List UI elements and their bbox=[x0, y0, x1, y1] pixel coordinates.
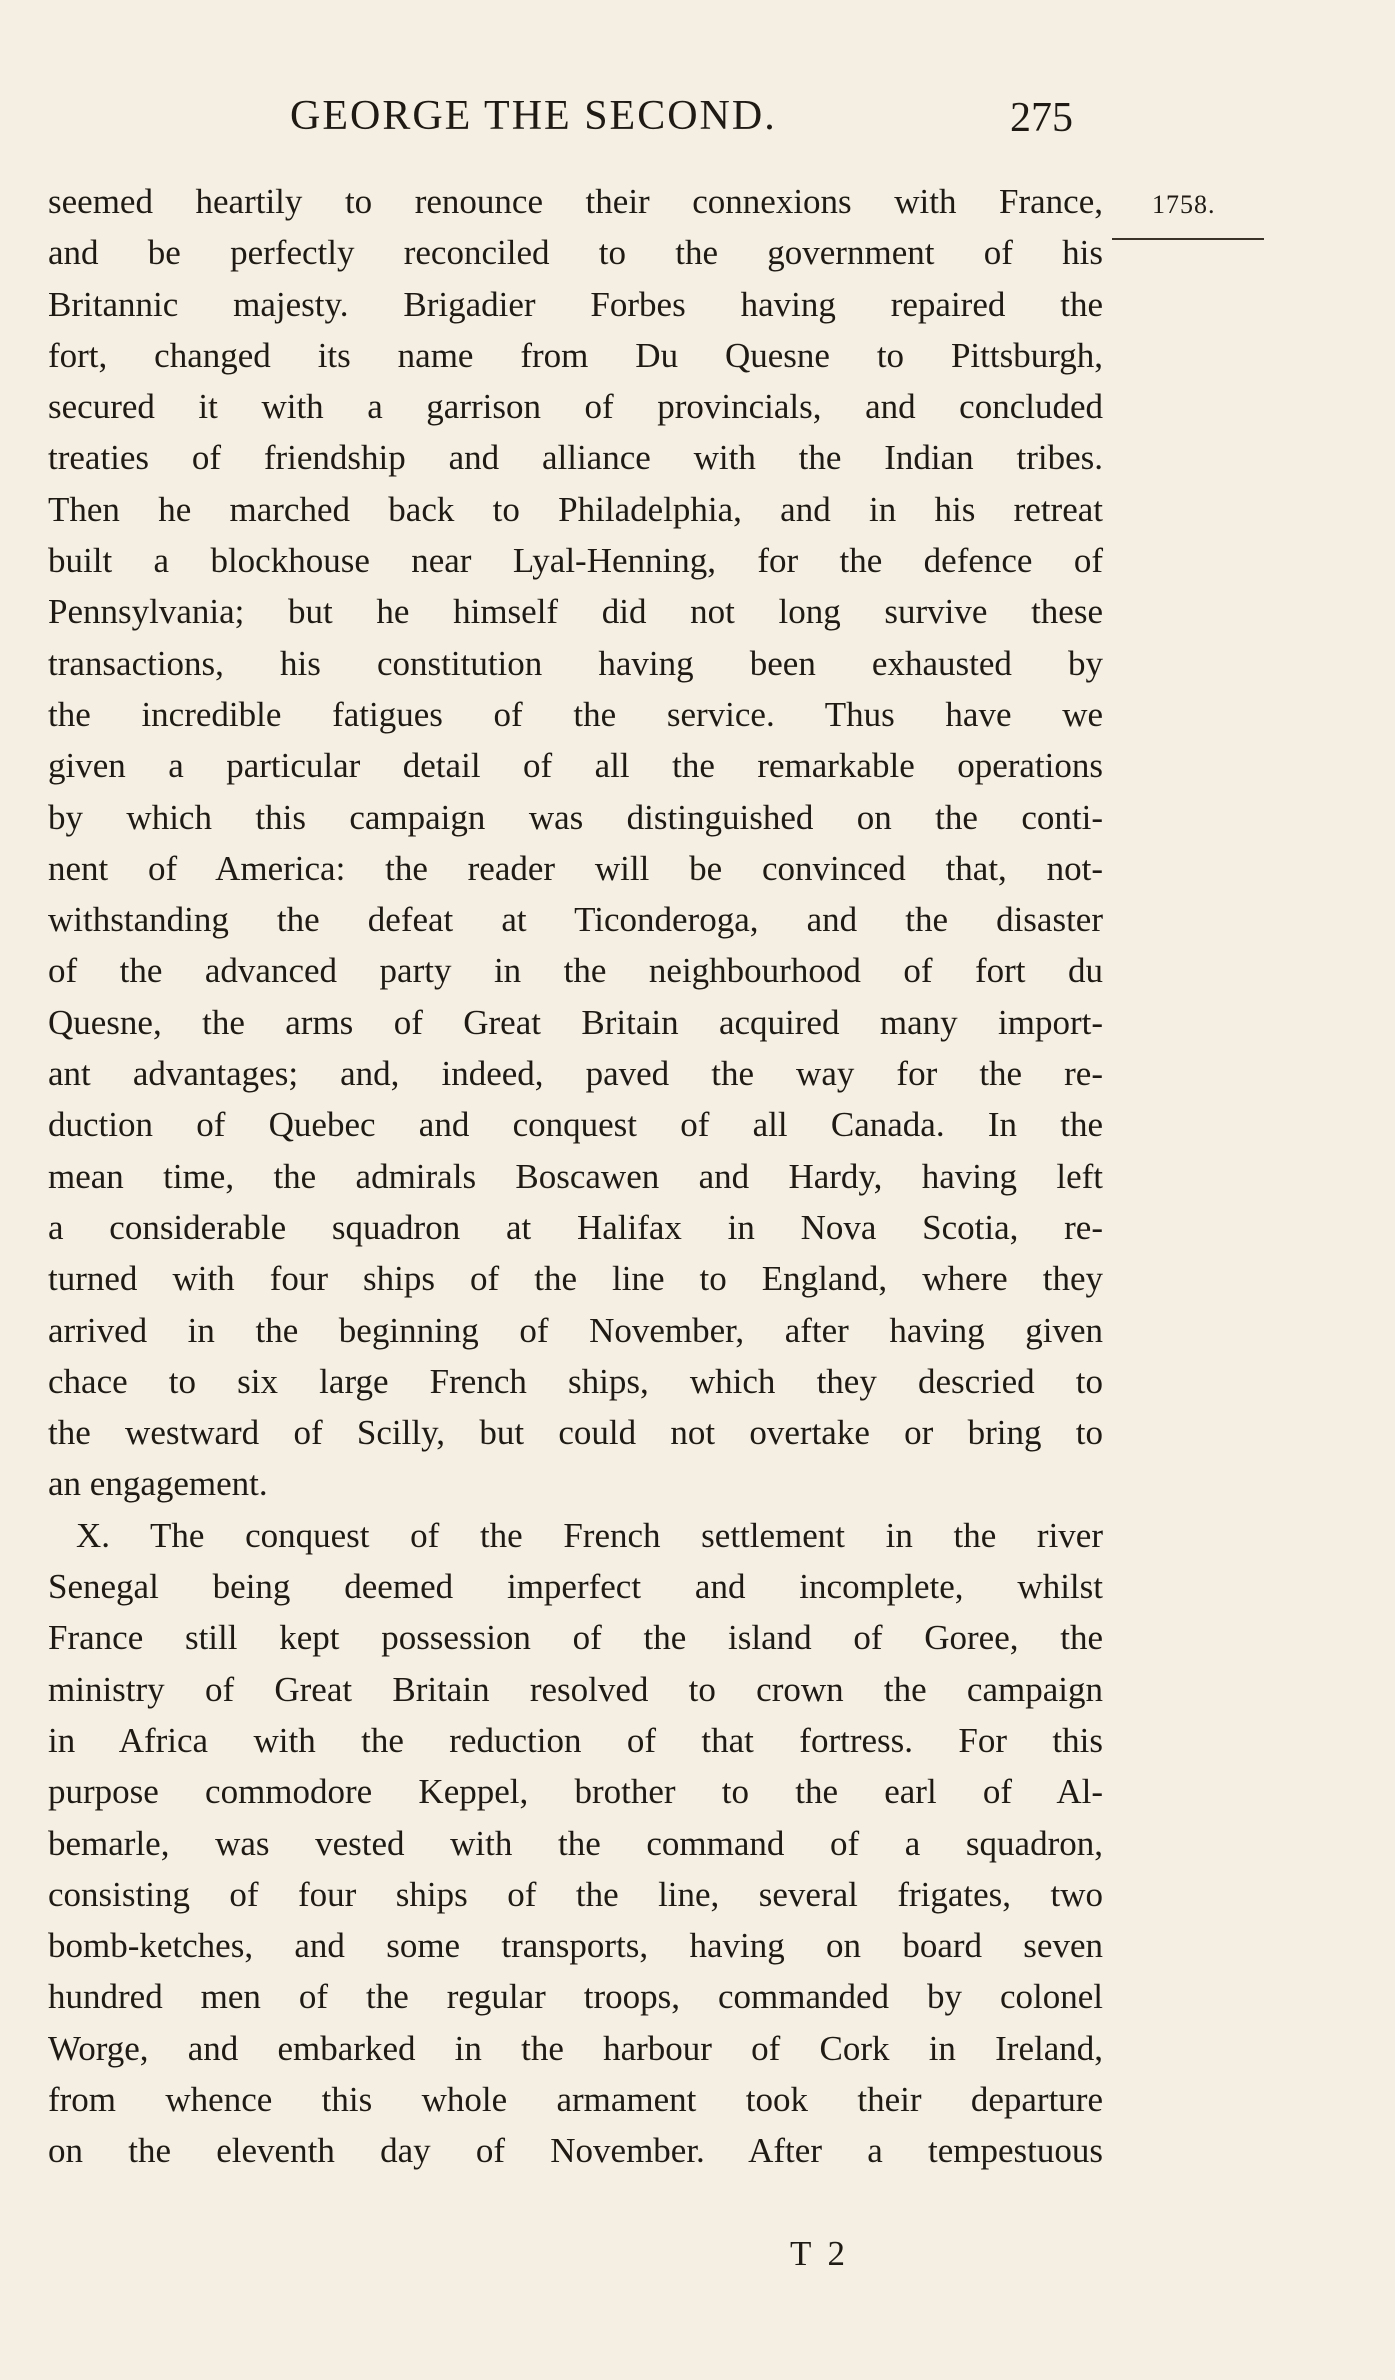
text-line: bomb-ketches, and some transports, having on board seven bbox=[48, 1926, 1103, 1966]
text-line: Pennsylvania; but he himself did not long survive these bbox=[48, 592, 1103, 632]
section-heading-line: X. The conquest of the French settlement in the river bbox=[76, 1515, 1103, 1555]
text-line: of the advanced party in the neighbourhood of fort du bbox=[48, 951, 1103, 991]
text-line: consisting of four ships of the line, several frigates, two bbox=[48, 1874, 1103, 1914]
text-line: bemarle, was vested with the command of a squadron, bbox=[48, 1823, 1103, 1863]
text-line: secured it with a garrison of provincials, and concluded bbox=[48, 387, 1103, 427]
text-line: Britannic majesty. Brigadier Forbes having repaired the bbox=[48, 284, 1103, 324]
text-line: seemed heartily to renounce their connexions with France, bbox=[48, 182, 1103, 221]
text-line: Then he marched back to Philadelphia, and in his retreat bbox=[48, 489, 1103, 529]
text-line: treaties of friendship and alliance with the Indian tribes. bbox=[48, 438, 1103, 478]
text-line: arrived in the beginning of November, after having given bbox=[48, 1310, 1103, 1350]
text-line: chace to six large French ships, which they descried to bbox=[48, 1361, 1103, 1401]
text-line: hundred men of the regular troops, commanded by colonel bbox=[48, 1977, 1103, 2017]
text-line: transactions, his constitution having been exhausted by bbox=[48, 643, 1103, 683]
text-line: withstanding the defeat at Ticonderoga, and the disaster bbox=[48, 900, 1103, 940]
text-line: on the eleventh day of November. After a tempestuous bbox=[48, 2131, 1103, 2171]
text-line: nent of America: the reader will be convinced that, not- bbox=[48, 848, 1103, 888]
text-line: an engagement. bbox=[48, 1464, 268, 1504]
text-line: France still kept possession of the island of Goree, the bbox=[48, 1618, 1103, 1658]
margin-year-note: 1758. bbox=[1152, 190, 1216, 219]
text-line: ministry of Great Britain resolved to crown the campaign bbox=[48, 1669, 1103, 1709]
text-line: ant advantages; and, indeed, paved the way for the re- bbox=[48, 1054, 1103, 1094]
body-text bbox=[48, 176, 1103, 2177]
text-line: the incredible fatigues of the service. Thus have we bbox=[48, 694, 1103, 734]
text-line: given a particular detail of all the remarkable operations bbox=[48, 746, 1103, 786]
text-line: built a blockhouse near Lyal-Henning, for the defence of bbox=[48, 541, 1103, 581]
page-number: 275 bbox=[1010, 95, 1073, 141]
text-line: Senegal being deemed imperfect and incomplete, whilst bbox=[48, 1567, 1103, 1607]
text-line: in Africa with the reduction of that fortress. For this bbox=[48, 1720, 1103, 1760]
margin-rule bbox=[1112, 238, 1264, 240]
running-title: GEORGE THE SECOND. bbox=[290, 93, 777, 139]
signature-mark: T 2 bbox=[790, 2234, 849, 2273]
text-line: fort, changed its name from Du Quesne to Pittsburgh, bbox=[48, 335, 1103, 375]
text-line: a considerable squadron at Halifax in Nova Scotia, re- bbox=[48, 1207, 1103, 1247]
text-line: from whence this whole armament took their departure bbox=[48, 2079, 1103, 2119]
text-line: turned with four ships of the line to England, where they bbox=[48, 1259, 1103, 1299]
text-line: purpose commodore Keppel, brother to the earl of Al- bbox=[48, 1772, 1103, 1812]
text-line: duction of Quebec and conquest of all Canada. In the bbox=[48, 1105, 1103, 1145]
text-line: and be perfectly reconciled to the government of his bbox=[48, 233, 1103, 273]
text-line: by which this campaign was distinguished on the conti- bbox=[48, 797, 1103, 837]
text-line: Worge, and embarked in the harbour of Cork in Ireland, bbox=[48, 2028, 1103, 2068]
text-line: mean time, the admirals Boscawen and Hardy, having left bbox=[48, 1156, 1103, 1196]
text-line: Quesne, the arms of Great Britain acquired many import- bbox=[48, 1002, 1103, 1042]
text-line: the westward of Scilly, but could not overtake or bring to bbox=[48, 1413, 1103, 1453]
